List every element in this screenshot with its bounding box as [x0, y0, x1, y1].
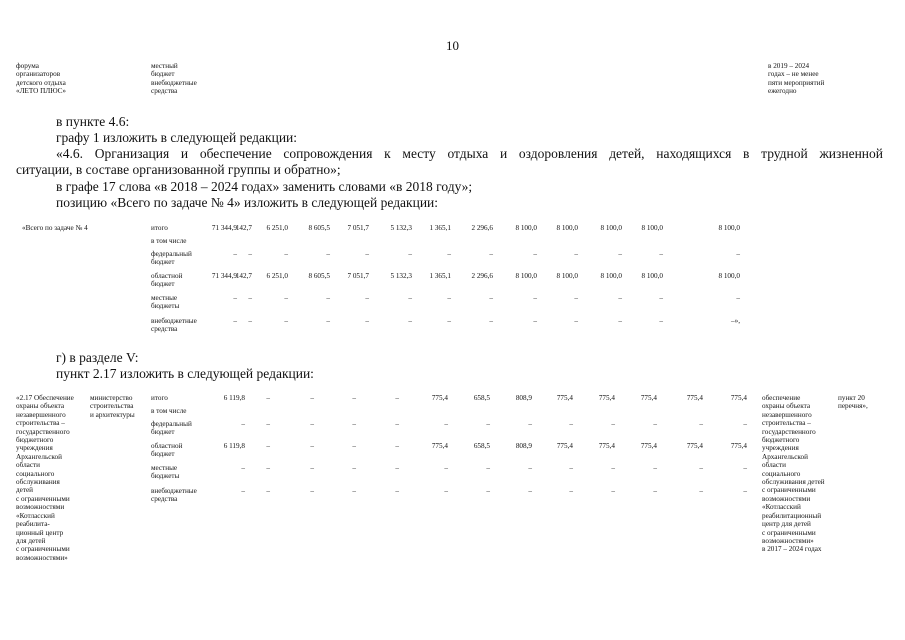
table-row-label: федеральный бюджет	[151, 250, 192, 267]
table-cell: –	[408, 294, 412, 302]
table-cell: –	[611, 464, 615, 472]
table-cell: 8 100,0	[556, 272, 578, 280]
paragraph-p5: позицию «Всего по задаче № 4» изложить в следующей редакции:	[56, 195, 439, 210]
table-cell: 2 296,6	[471, 272, 493, 280]
table-cell: –	[365, 317, 369, 325]
table-cell: –	[447, 317, 451, 325]
table-cell: –	[486, 420, 490, 428]
table-cell: 808,9	[515, 442, 532, 450]
table-cell: –	[699, 420, 703, 428]
table-cell: 775,4	[431, 394, 448, 402]
table-row-label: местные бюджеты	[151, 294, 180, 311]
table-cell: –	[653, 464, 657, 472]
table-row-label: итого	[151, 394, 168, 402]
table-cell: –	[310, 420, 314, 428]
table2-col-result: обеспечение охраны объекта незавершенного строительства – государственного бюджетного учреждения Архангельской области социального обслуживания детей с ограниченными возможностями «Котласский реабилитационный центр для детей с ограниченными возможностями» в 2017 – 2024 годах	[762, 394, 825, 554]
table-cell: –	[699, 464, 703, 472]
table-cell: 775,4	[640, 442, 657, 450]
table-cell: –	[444, 487, 448, 495]
table-cell: –	[395, 394, 399, 402]
table-cell: –	[574, 317, 578, 325]
table-cell: –	[310, 464, 314, 472]
table-cell: 8 100,0	[600, 224, 622, 232]
table-cell: –	[569, 487, 573, 495]
table-cell: –	[618, 317, 622, 325]
table-cell: 775,4	[730, 394, 747, 402]
table-cell: –	[489, 294, 493, 302]
table-cell: –	[569, 420, 573, 428]
table-cell: –	[241, 464, 245, 472]
table-cell: –	[486, 487, 490, 495]
page-number: 10	[446, 38, 459, 53]
table-row-label: в том числе	[151, 407, 187, 415]
table-cell: –	[248, 294, 252, 302]
table-cell: –	[233, 294, 237, 302]
table-cell: –	[533, 317, 537, 325]
table-cell: –	[395, 442, 399, 450]
table-cell: 6 251,0	[266, 272, 288, 280]
table-cell: –	[352, 442, 356, 450]
table-cell: –	[569, 464, 573, 472]
table-cell: –	[241, 420, 245, 428]
table-cell: –	[326, 317, 330, 325]
table-row-label: федеральный бюджет	[151, 420, 192, 437]
table-cell: –	[352, 464, 356, 472]
table-row-label: местные бюджеты	[151, 464, 180, 481]
table-cell: 5 132,3	[390, 272, 412, 280]
table-cell: –	[743, 487, 747, 495]
table-cell: –	[699, 487, 703, 495]
table-cell: 8 100,0	[515, 272, 537, 280]
table-cell: 775,4	[686, 442, 703, 450]
table-cell: 658,5	[473, 394, 490, 402]
table-cell: –	[310, 394, 314, 402]
table-cell: 71 344,9	[211, 224, 237, 232]
table-cell: –	[266, 442, 270, 450]
table-cell: 8 100,0	[556, 224, 578, 232]
table-cell: –	[743, 420, 747, 428]
table-cell: 775,4	[686, 394, 703, 402]
table2-col-reference: пункт 20 перечня»,	[838, 394, 868, 411]
top-fragment-col-a: форума организаторов детского отдыха «ЛЕТО ПЛЮС»	[16, 62, 66, 96]
table-cell: 6 251,0	[266, 224, 288, 232]
table-cell: –	[444, 464, 448, 472]
table-cell: 8 605,5	[308, 224, 330, 232]
table-cell: –	[486, 464, 490, 472]
table-cell: 1 365,1	[429, 224, 451, 232]
table-cell: 142,7	[235, 272, 252, 280]
table-cell: –	[266, 394, 270, 402]
table-cell: 8 605,5	[308, 272, 330, 280]
table-cell: –	[447, 250, 451, 258]
table-row-label: внебюджетные средства	[151, 317, 197, 334]
table-cell: 775,4	[431, 442, 448, 450]
table-cell: –	[736, 294, 740, 302]
table-cell: 8 100,0	[515, 224, 537, 232]
table-cell: –	[618, 294, 622, 302]
table-cell: –	[489, 317, 493, 325]
table-cell: –	[659, 294, 663, 302]
table-cell: –	[653, 487, 657, 495]
table-cell: –	[618, 250, 622, 258]
table1-title: «Всего по задаче № 4	[22, 224, 88, 232]
table-cell: –	[528, 464, 532, 472]
table-cell: –	[528, 487, 532, 495]
paragraph-p6: г) в разделе V:	[56, 350, 139, 365]
table-cell: 775,4	[556, 394, 573, 402]
table-cell: –	[395, 464, 399, 472]
table-cell: –	[241, 487, 245, 495]
table-cell: –	[266, 420, 270, 428]
paragraph-p3-line1: «4.6. Организация и обеспечение сопровождения к месту отдыха и оздоровления детей, находящихся в трудной жизненной	[56, 146, 883, 161]
table-cell: 658,5	[473, 442, 490, 450]
table-cell: –	[284, 317, 288, 325]
table-cell: –	[395, 420, 399, 428]
paragraph-p7: пункт 2.17 изложить в следующей редакции:	[56, 366, 314, 381]
table-cell: –	[248, 250, 252, 258]
table-cell: –	[326, 250, 330, 258]
table-cell: 775,4	[556, 442, 573, 450]
table-cell: –	[408, 317, 412, 325]
table-cell: –	[743, 464, 747, 472]
table-cell: 7 051,7	[347, 224, 369, 232]
table-cell: –	[352, 394, 356, 402]
table-row-label: областной бюджет	[151, 272, 183, 289]
table-cell: 1 365,1	[429, 272, 451, 280]
table2-col-name: «2.17 Обеспечение охраны объекта незавершенного строительства – государственного бюджетного учреждения Архангельской области социального обслуживания детей с ограниченными возможностями «Котласский реабилита- ционный центр для детей с ограниченными возможностями»	[16, 394, 74, 562]
table-cell: –	[611, 420, 615, 428]
table-cell: –	[611, 487, 615, 495]
table-cell: 8 100,0	[718, 272, 740, 280]
table-cell: –	[736, 250, 740, 258]
table-cell: 775,4	[598, 442, 615, 450]
table2-col-executor: министерство строительства и архитектуры	[90, 394, 135, 419]
table-row-label: внебюджетные средства	[151, 487, 197, 504]
table-cell: 775,4	[730, 442, 747, 450]
paragraph-p2: графу 1 изложить в следующей редакции:	[56, 130, 298, 145]
top-fragment-col-b: местный бюджет внебюджетные средства	[151, 62, 197, 96]
table-cell: –	[310, 442, 314, 450]
table-cell: –	[284, 250, 288, 258]
table-cell: –	[266, 464, 270, 472]
table-cell: –»,	[731, 317, 740, 325]
table-cell: 6 119,8	[223, 442, 245, 450]
table-cell: –	[447, 294, 451, 302]
table-row-label: в том числе	[151, 237, 187, 245]
table-cell: 8 100,0	[641, 224, 663, 232]
table-cell: 775,4	[598, 394, 615, 402]
table-cell: 8 100,0	[600, 272, 622, 280]
table-cell: –	[395, 487, 399, 495]
table-cell: 71 344,9	[211, 272, 237, 280]
table-cell: 808,9	[515, 394, 532, 402]
table-cell: –	[352, 487, 356, 495]
table-cell: –	[326, 294, 330, 302]
table-cell: –	[659, 250, 663, 258]
table-cell: 6 119,8	[223, 394, 245, 402]
table-cell: –	[408, 250, 412, 258]
table-cell: –	[310, 487, 314, 495]
paragraph-p4: в графе 17 слова «в 2018 – 2024 годах» заменить словами «в 2018 году»;	[56, 179, 473, 194]
table-cell: –	[659, 317, 663, 325]
table-cell: –	[284, 294, 288, 302]
table-cell: 7 051,7	[347, 272, 369, 280]
table-cell: 8 100,0	[718, 224, 740, 232]
table-row-label: итого	[151, 224, 168, 232]
table-cell: –	[533, 250, 537, 258]
table-cell: –	[233, 250, 237, 258]
table-cell: –	[248, 317, 252, 325]
table-cell: 142,7	[235, 224, 252, 232]
table-cell: –	[533, 294, 537, 302]
paragraph-p3-line2: ситуации, в составе организованной группы и обратно»;	[16, 162, 341, 177]
table-cell: –	[365, 294, 369, 302]
table-cell: –	[574, 250, 578, 258]
table-cell: 8 100,0	[641, 272, 663, 280]
table-cell: 2 296,6	[471, 224, 493, 232]
table-cell: –	[653, 420, 657, 428]
table-cell: 5 132,3	[390, 224, 412, 232]
table-cell: –	[266, 487, 270, 495]
table-cell: –	[352, 420, 356, 428]
table-cell: –	[365, 250, 369, 258]
table-cell: –	[489, 250, 493, 258]
table-cell: –	[233, 317, 237, 325]
top-fragment-col-c: в 2019 – 2024 годах – не менее пяти мероприятий ежегодно	[768, 62, 825, 96]
table-row-label: областной бюджет	[151, 442, 183, 459]
table-cell: –	[574, 294, 578, 302]
paragraph-p1: в пункте 4.6:	[56, 114, 130, 129]
table-cell: –	[528, 420, 532, 428]
table-cell: –	[444, 420, 448, 428]
table-cell: 775,4	[640, 394, 657, 402]
